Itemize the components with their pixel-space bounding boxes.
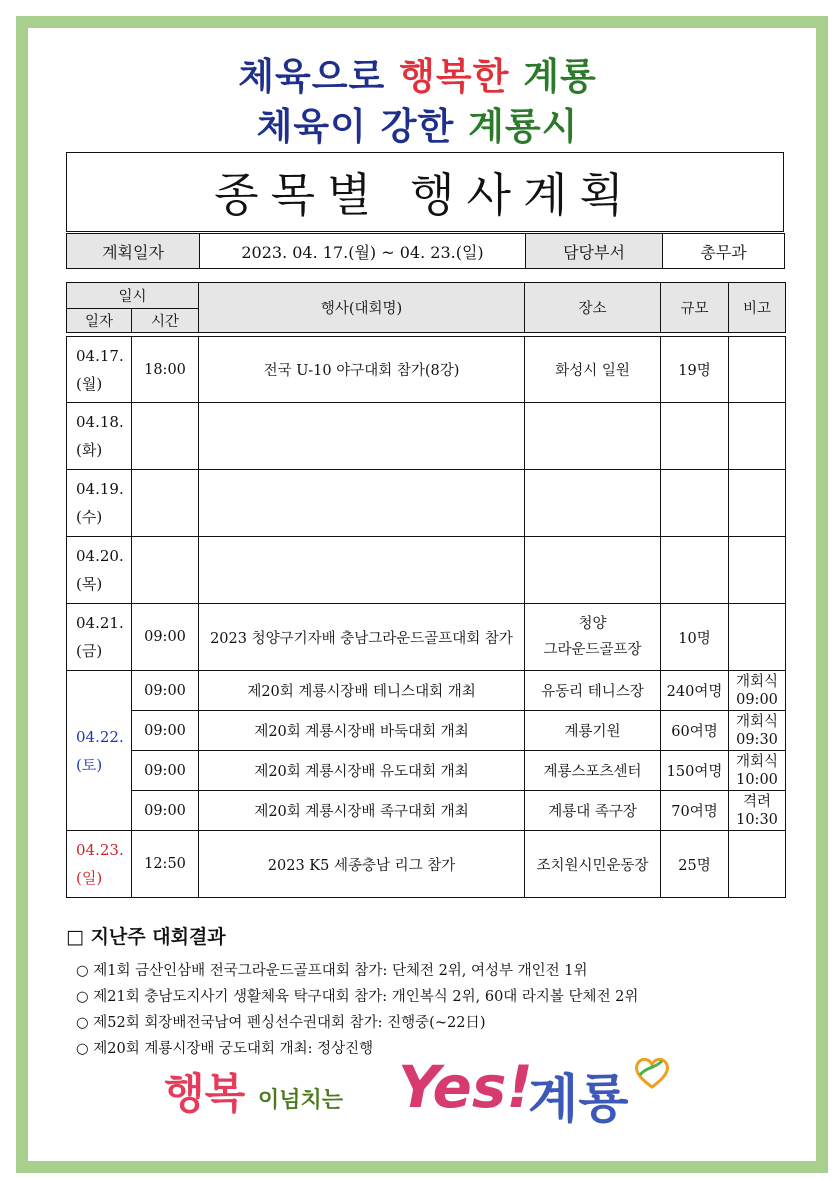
- date-cell: 04.22. (토): [67, 671, 132, 831]
- scale-cell: 70여명: [661, 791, 729, 831]
- table-row: [67, 671, 786, 711]
- place-cell: 청양 그라운드골프장: [525, 604, 661, 671]
- table-row: [67, 751, 786, 791]
- table-row: [67, 537, 786, 604]
- slogan-line-1: [0, 46, 835, 100]
- date-cell: 04.23. (일): [67, 831, 132, 898]
- place-cell: 화성시 일원: [525, 337, 661, 403]
- event-cell: 전국 U-10 야구대회 참가(8강): [199, 337, 525, 403]
- page-title: 종목별 행사계획: [66, 152, 784, 232]
- note-cell: 개회식 10:00: [729, 751, 786, 791]
- table-row: [67, 791, 786, 831]
- time-cell: 18:00: [132, 337, 199, 403]
- place-cell: 계룡기원: [525, 711, 661, 751]
- table-row: [67, 337, 786, 403]
- table-row: [67, 403, 786, 470]
- result-item: ○ 제1회 금산인삼배 전국그라운드골프대회 참가: 단체전 2위, 여성부 개인전 1위: [76, 963, 588, 979]
- table-row: [67, 831, 786, 898]
- date-cell: 04.19. (수): [67, 470, 132, 537]
- date-cell: 04.17. (월): [67, 337, 132, 403]
- note-cell: [729, 831, 786, 898]
- date-cell: 04.18. (화): [67, 403, 132, 470]
- scale-cell: 150여명: [661, 751, 729, 791]
- plan-date-label: 계획일자: [67, 234, 200, 269]
- heart-icon: [632, 1055, 672, 1091]
- result-item: ○ 제21회 충남도지사기 생활체육 탁구대회 참가: 개인복식 2위, 60대 라지볼 단체전 2위: [76, 989, 639, 1005]
- event-cell: 제20회 계룡시장배 바둑대회 개최: [199, 711, 525, 751]
- dept-value: 총무과: [663, 234, 785, 269]
- time-cell: 12:50: [132, 831, 199, 898]
- scale-cell: 19명: [661, 337, 729, 403]
- scale-cell: 25명: [661, 831, 729, 898]
- scale-cell: 240여명: [661, 671, 729, 711]
- note-cell: 개회식 09:30: [729, 711, 786, 751]
- place-cell: 조치원시민운동장: [525, 831, 661, 898]
- header-place: 장소: [525, 283, 661, 333]
- result-item: ○ 제20회 계룡시장배 궁도대회 개최: 정상진행: [76, 1041, 374, 1057]
- plan-meta-table: [66, 233, 785, 269]
- event-cell: 제20회 계룡시장배 유도대회 개최: [199, 751, 525, 791]
- header-datetime: 일시: [67, 283, 199, 309]
- time-cell: 09:00: [132, 711, 199, 751]
- note-cell: 개회식 09:00: [729, 671, 786, 711]
- note-cell: 격려 10:30: [729, 791, 786, 831]
- place-cell: 계룡스포츠센터: [525, 751, 661, 791]
- logo-text: Yes!: [398, 1053, 533, 1121]
- results-heading: □ 지난주 대회결과: [66, 926, 226, 948]
- scale-cell: 10명: [661, 604, 729, 671]
- slogan-text: 행복한: [399, 55, 510, 98]
- date-cell: 04.21. (금): [67, 604, 132, 671]
- schedule-table: [66, 282, 786, 898]
- logo-text: 행복: [164, 1069, 246, 1118]
- time-cell: 09:00: [132, 604, 199, 671]
- header-scale: 규모: [661, 283, 729, 333]
- logo-text: 이넘치는: [258, 1088, 344, 1113]
- note-cell: [729, 337, 786, 403]
- time-cell: 09:00: [132, 671, 199, 711]
- event-cell: 제20회 계룡시장배 테니스대회 개최: [199, 671, 525, 711]
- header-event: 행사(대회명): [199, 283, 525, 333]
- plan-date-value: 2023. 04. 17.(월) ~ 04. 23.(일): [200, 234, 526, 269]
- table-row: [67, 470, 786, 537]
- slogan-text: 체육으로: [238, 55, 386, 98]
- note-cell: [729, 604, 786, 671]
- event-cell: 제20회 계룡시장배 족구대회 개최: [199, 791, 525, 831]
- header-date: 일자: [67, 309, 132, 333]
- slogan-text: 체육이: [256, 105, 367, 148]
- time-cell: 09:00: [132, 751, 199, 791]
- slogan-line-2: [0, 96, 835, 150]
- slogan-text: 강한: [380, 105, 455, 148]
- header-note: 비고: [729, 283, 786, 333]
- last-week-results: [66, 922, 786, 1062]
- place-cell: 유동리 테니스장: [525, 671, 661, 711]
- slogan-text: 계룡: [523, 55, 597, 98]
- table-row: [67, 604, 786, 671]
- event-cell: 2023 K5 세종충남 리그 참가: [199, 831, 525, 898]
- result-item: ○ 제52회 회장배전국남여 펜싱선수권대회 참가: 진행중(~22日): [76, 1015, 486, 1031]
- header-time: 시간: [132, 309, 199, 333]
- date-cell: 04.20. (목): [67, 537, 132, 604]
- footer-logo: [160, 1055, 680, 1135]
- event-cell: 2023 청양구기자배 충남그라운드골프대회 참가: [199, 604, 525, 671]
- table-row: [67, 711, 786, 751]
- logo-text: 계룡: [528, 1070, 629, 1130]
- slogan-text: 계룡시: [468, 105, 579, 148]
- place-cell: 계룡대 족구장: [525, 791, 661, 831]
- scale-cell: 60여명: [661, 711, 729, 751]
- time-cell: 09:00: [132, 791, 199, 831]
- dept-label: 담당부서: [526, 234, 663, 269]
